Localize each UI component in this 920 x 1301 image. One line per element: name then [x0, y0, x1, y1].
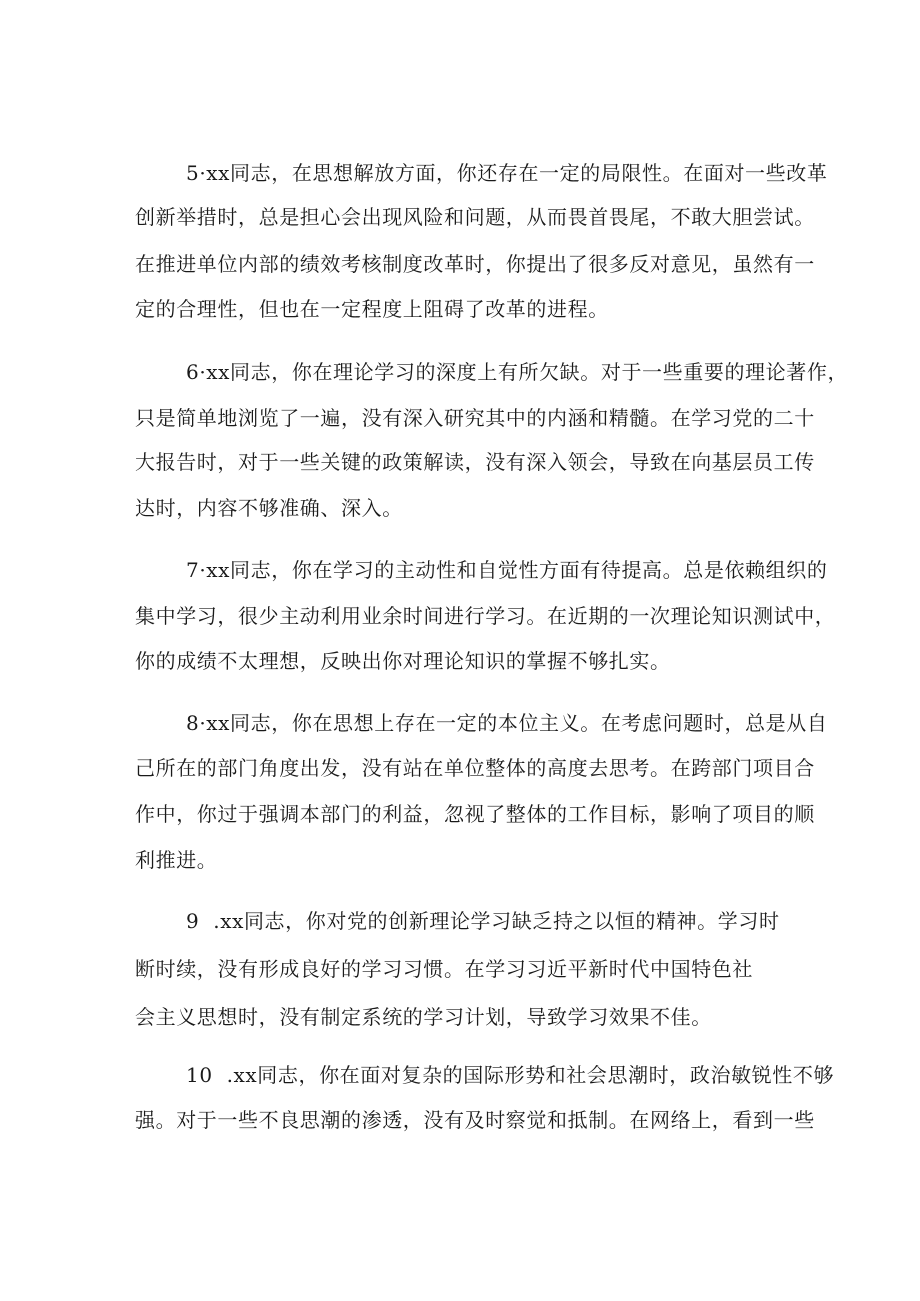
paragraph-line: 创新举措时，总是担心会出现风险和问题，从而畏首畏尾，不敢大胆尝试。	[135, 205, 815, 229]
paragraph-line: 10 .xx同志，你在面对复杂的国际形势和社会思潮时，政治敏锐性不够	[186, 1063, 835, 1087]
paragraph-line: 7·xx同志，你在学习的主动性和自觉性方面有待提高。总是依赖组织的	[186, 558, 828, 582]
paragraph-line: 作中，你过于强调本部门的利益，忽视了整体的工作目标，影响了项目的顺	[135, 802, 815, 826]
paragraph-line: 定的合理性，但也在一定程度上阻碍了改革的进程。	[135, 297, 609, 321]
paragraph-line: 集中学习，很少主动利用业余时间进行学习。在近期的一次理论知识测试中，	[135, 604, 836, 628]
paragraph-line: 断时续，没有形成良好的学习习惯。在学习习近平新时代中国特色社	[135, 957, 753, 981]
paragraph-line: 强。对于一些不良思潮的渗透，没有及时察觉和抵制。在网络上，看到一些	[135, 1108, 815, 1132]
paragraph-line: 利推进。	[135, 848, 218, 872]
paragraph-line: 8·xx同志，你在思想上存在一定的本位主义。在考虑问题时，总是从自	[186, 711, 828, 735]
paragraph-line: 达时，内容不够准确、深入。	[135, 496, 403, 520]
paragraph-line: 6·xx同志，你在理论学习的深度上有所欠缺。对于一些重要的理论著作，	[186, 360, 849, 384]
paragraph-line: 己所在的部门角度出发，没有站在单位整体的高度去思考。在跨部门项目合	[135, 756, 815, 780]
paragraph-line: 只是简单地浏览了一遍，没有深入研究其中的内涵和精髓。在学习党的二十	[135, 406, 815, 430]
paragraph-line: 5·xx同志，在思想解放方面，你还存在一定的局限性。在面对一些改革	[186, 161, 828, 185]
paragraph-line: 你的成绩不太理想，反映出你对理论知识的掌握不够扎实。	[135, 649, 671, 673]
paragraph-line: 9 .xx同志，你对党的创新理论学习缺乏持之以恒的精神。学习时	[186, 909, 780, 933]
paragraph-line: 在推进单位内部的绩效考核制度改革时，你提出了很多反对意见，虽然有一	[135, 252, 815, 276]
paragraph-line: 大报告时，对于一些关键的政策解读，没有深入领会，导致在向基层员工传	[135, 450, 815, 474]
paragraph-line: 会主义思想时，没有制定系统的学习计划，导致学习效果不佳。	[135, 1005, 712, 1029]
